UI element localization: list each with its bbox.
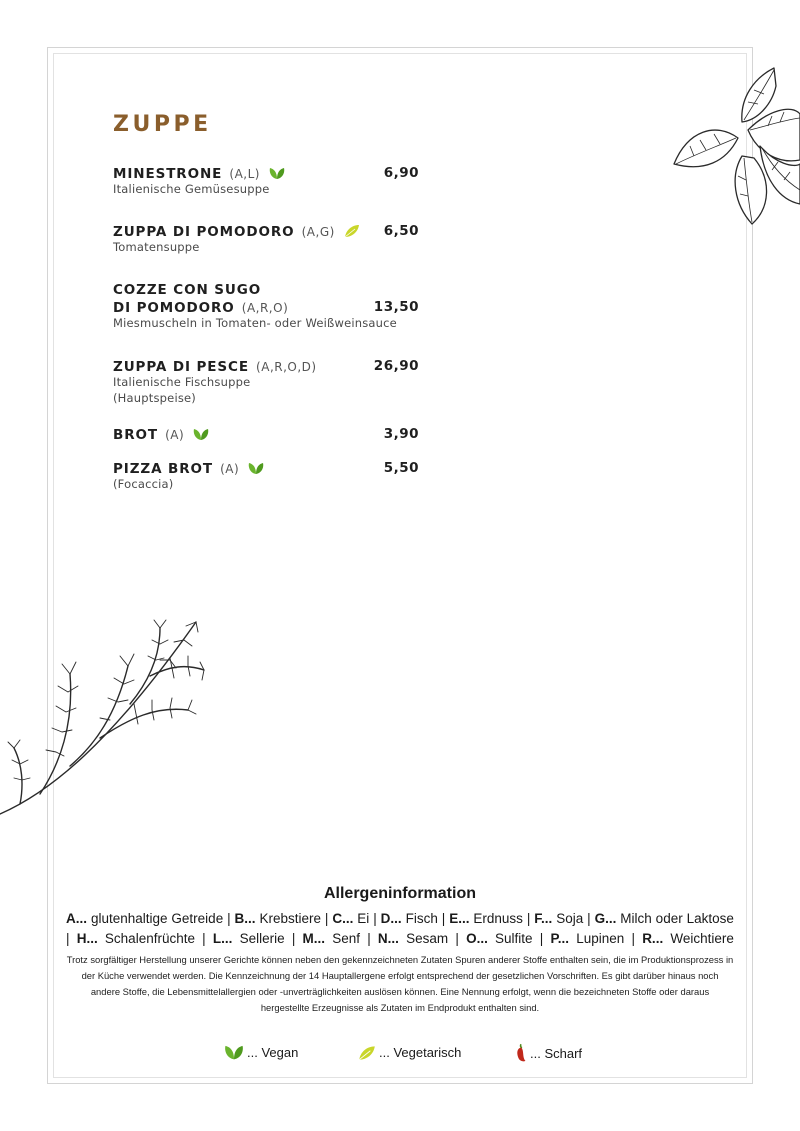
- allergen-code: A...: [66, 911, 88, 926]
- legend-vegan: [223, 1042, 298, 1064]
- allergen-label: Milch oder Laktose: [620, 911, 734, 926]
- menu-item-minestrone: [113, 164, 419, 198]
- legend-vegetarian: [357, 1042, 461, 1064]
- allergen-title: Allergeninformation: [323, 885, 476, 902]
- dill-illustration: [0, 614, 210, 819]
- dish-description: (Focaccia): [113, 477, 174, 491]
- dish-price: 6,50: [383, 223, 419, 239]
- legend-spicy-label: ... Scharf: [530, 1046, 583, 1061]
- vegan-leaf-icon: [223, 1043, 245, 1061]
- dish-name: ZUPPA DI POMODORO: [113, 224, 295, 240]
- allergen-label: Fisch: [405, 911, 438, 926]
- dish-name: PIZZA BROT: [113, 461, 214, 477]
- allergen-label: Krebstiere: [259, 911, 322, 926]
- dish-allergens: (A): [165, 428, 185, 442]
- allergen-code: H...: [76, 931, 98, 946]
- dish-name: ZUPPA DI PESCE: [113, 359, 249, 375]
- allergen-code: M...: [302, 931, 326, 946]
- dish-allergens: (A): [220, 462, 240, 476]
- dish-allergens: (A,G): [301, 225, 335, 239]
- vegetarian-leaf-icon: [357, 1045, 377, 1061]
- dish-price: 6,90: [383, 165, 419, 181]
- allergen-information: [66, 885, 734, 1016]
- menu-item-zuppa-di-pomodoro: [113, 222, 419, 256]
- allergen-code: E...: [449, 911, 470, 926]
- allergen-code: C...: [332, 911, 354, 926]
- allergen-list: A... glutenhaltige Getreide | B... Krebstiere | C... Ei | D... Fisch | E... Erdnuss | F... Soja | G... Milch oder Laktose | H... Schalenfrüchte | L... Sellerie | M... Senf | N... Sesam | O... Sulfite | P... Lupinen | R... Weichtiere: [66, 911, 734, 946]
- vegan-leaf-icon: [268, 166, 286, 180]
- dish-name: BROT: [113, 427, 158, 443]
- allergen-code: L...: [212, 931, 233, 946]
- dish-price: 3,90: [383, 426, 419, 442]
- menu-item-brot: [113, 425, 419, 443]
- dish-description: Tomatensuppe: [113, 240, 200, 254]
- basil-illustration: [668, 64, 800, 228]
- allergen-label: Sulfite: [495, 931, 533, 946]
- allergen-code: G...: [594, 911, 617, 926]
- dish-name-line1: COZZE CON SUGO: [113, 282, 262, 298]
- dish-description-note: (Hauptspeise): [113, 390, 196, 405]
- menu-item-cozze-con-sugo: [113, 280, 419, 332]
- legend-vegetarian-label: ... Vegetarisch: [379, 1045, 462, 1060]
- allergen-code: O...: [466, 931, 488, 946]
- allergen-note: Trotz sorgfältiger Herstellung unserer Gerichte können neben den gekennzeichneten Zutaten Spuren anderer Stoffe enthalten sein, die im Produktionsprozess in der Küche verwendet werden. Die Kennzeichnung der 14 Hauptallergene erfolgt entsprechend der gesetzlichen Vorschriften. Es gibt darüber hinaus noch andere Stoffe, die Lebensmittelallergien oder -unverträglichkeiten auslösen können. Eine Nennung erfolgt, wenn die bezeichneten Stoffe oder daraus hergestellte Erzeugnisse als Zutaten im Endprodukt enthalten sind.: [66, 954, 734, 1013]
- dish-price: 26,90: [373, 358, 419, 374]
- dish-price: 13,50: [373, 299, 419, 315]
- dish-price: 5,50: [383, 460, 419, 476]
- allergen-label: Senf: [332, 931, 361, 946]
- allergen-label: Lupinen: [576, 931, 625, 946]
- vegan-leaf-icon: [247, 461, 265, 475]
- dish-allergens: (A,R,O,D): [256, 360, 317, 374]
- allergen-code: B...: [234, 911, 256, 926]
- chili-pepper-icon: [514, 1042, 528, 1062]
- vegetarian-leaf-icon: [343, 224, 361, 238]
- allergen-label: Sesam: [406, 931, 449, 946]
- allergen-code: N...: [377, 931, 399, 946]
- dish-allergens: (A,L): [229, 167, 260, 181]
- vegan-leaf-icon: [192, 427, 210, 441]
- allergen-label: Weichtiere: [670, 931, 734, 946]
- dish-name: DI POMODORO: [113, 300, 235, 316]
- dish-description: Italienische Gemüsesuppe: [113, 182, 270, 196]
- section-title: ZUPPE: [113, 112, 212, 137]
- dish-description: Miesmuscheln in Tomaten- oder Weißweinsauce: [113, 316, 397, 330]
- allergen-label: Soja: [556, 911, 584, 926]
- dish-description: Italienische Fischsuppe: [113, 375, 251, 389]
- allergen-label: Sellerie: [239, 931, 285, 946]
- menu-item-pizza-brot: [113, 459, 419, 493]
- menu-item-zuppa-di-pesce: [113, 357, 419, 406]
- dish-name: MINESTRONE: [113, 166, 223, 182]
- allergen-label: Ei: [357, 911, 370, 926]
- allergen-label: Schalenfrüchte: [104, 931, 195, 946]
- legend-spicy: [514, 1042, 582, 1064]
- allergen-label: glutenhaltige Getreide: [90, 911, 224, 926]
- allergen-code: D...: [380, 911, 402, 926]
- allergen-code: F...: [534, 911, 553, 926]
- allergen-code: R...: [642, 931, 664, 946]
- allergen-code: P...: [550, 931, 570, 946]
- legend-vegan-label: ... Vegan: [247, 1045, 299, 1060]
- dish-allergens: (A,R,O): [241, 301, 289, 315]
- allergen-label: Erdnuss: [473, 911, 523, 926]
